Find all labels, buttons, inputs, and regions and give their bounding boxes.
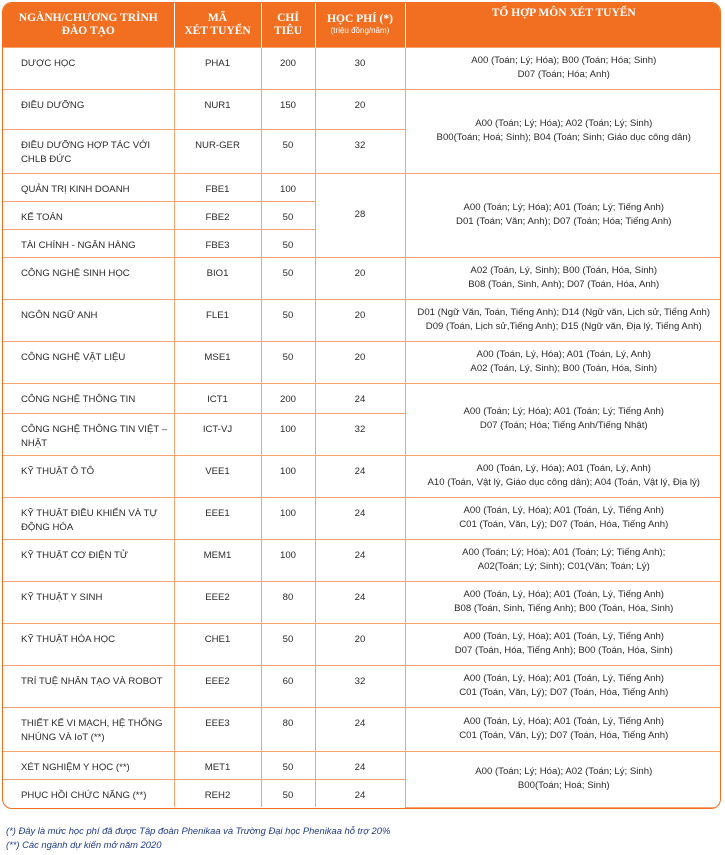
header-program: NGÀNH/CHƯƠNG TRÌNH ĐÀO TẠO bbox=[3, 3, 174, 47]
program-code: PHA1 bbox=[174, 47, 261, 89]
admissions-table bbox=[3, 3, 721, 808]
program-quota: 150 bbox=[261, 89, 315, 129]
header-fee: HỌC PHÍ (*) (triệu đồng/năm) bbox=[315, 3, 405, 47]
program-name: KỸ THUẬT HÓA HỌC bbox=[3, 623, 174, 665]
program-quota: 50 bbox=[261, 257, 315, 299]
subject-combos: A00 (Toán, Lý, Hóa); A01 (Toán, Lý, Tiếng Anh) D07 (Toán, Hóa, Tiếng Anh); B00 (Toán, Hóa, Sinh) bbox=[405, 623, 721, 665]
program-fee: 32 bbox=[315, 665, 405, 707]
subject-combos: A00 (Toán; Lý; Hóa); B00 (Toán; Hóa; Sinh) D07 (Toán; Hóa; Anh) bbox=[405, 47, 721, 89]
program-quota: 50 bbox=[261, 299, 315, 341]
table-row bbox=[3, 341, 721, 383]
program-quota: 200 bbox=[261, 47, 315, 89]
table-row bbox=[3, 173, 721, 201]
table-row bbox=[3, 665, 721, 707]
program-code: BIO1 bbox=[174, 257, 261, 299]
program-code: FBE2 bbox=[174, 201, 261, 229]
table-row bbox=[3, 89, 721, 129]
program-name: NGÔN NGỮ ANH bbox=[3, 299, 174, 341]
subject-combos: A00 (Toán, Lý, Hóa); A01 (Toán, Lý, Anh) A10 (Toán, Vật lý, Giáo dục công dân); A04 (Toán, Vật lý, Địa lý) bbox=[405, 455, 721, 497]
subject-combos: A02 (Toán, Lý, Sinh); B00 (Toán, Hóa, Sinh) B08 (Toán, Sinh, Anh); D07 (Toán, Hóa, Anh) bbox=[405, 257, 721, 299]
program-fee: 24 bbox=[315, 779, 405, 807]
program-quota: 100 bbox=[261, 413, 315, 455]
table-row bbox=[3, 707, 721, 751]
program-name: KỸ THUẬT Y SINH bbox=[3, 581, 174, 623]
program-fee: 32 bbox=[315, 413, 405, 455]
table-row bbox=[3, 47, 721, 89]
program-quota: 50 bbox=[261, 201, 315, 229]
program-code: REH2 bbox=[174, 779, 261, 807]
program-fee: 24 bbox=[315, 707, 405, 751]
program-name: KẾ TOÁN bbox=[3, 201, 174, 229]
table-row bbox=[3, 623, 721, 665]
program-name: CÔNG NGHỆ VẬT LIỆU bbox=[3, 341, 174, 383]
program-quota: 80 bbox=[261, 707, 315, 751]
subject-combos: A00 (Toán, Lý, Hóa); A01 (Toán, Lý, Tiếng Anh) C01 (Toán, Văn, Lý); D07 (Toán, Hóa, Tiếng Anh) bbox=[405, 497, 721, 539]
program-fee: 20 bbox=[315, 257, 405, 299]
program-code: NUR1 bbox=[174, 89, 261, 129]
program-quota: 50 bbox=[261, 623, 315, 665]
table-row bbox=[3, 257, 721, 299]
table-row bbox=[3, 497, 721, 539]
program-quota: 50 bbox=[261, 751, 315, 779]
program-fee: 20 bbox=[315, 623, 405, 665]
program-quota: 60 bbox=[261, 665, 315, 707]
program-code: EEE3 bbox=[174, 707, 261, 751]
program-code: EEE1 bbox=[174, 497, 261, 539]
program-fee: 20 bbox=[315, 89, 405, 129]
program-quota: 50 bbox=[261, 229, 315, 257]
program-code: MEM1 bbox=[174, 539, 261, 581]
program-name: ĐIỀU DƯỠNG bbox=[3, 89, 174, 129]
program-quota: 100 bbox=[261, 455, 315, 497]
table-row bbox=[3, 539, 721, 581]
program-quota: 50 bbox=[261, 779, 315, 807]
program-code: FLE1 bbox=[174, 299, 261, 341]
program-code: ICT1 bbox=[174, 383, 261, 413]
program-quota: 80 bbox=[261, 581, 315, 623]
program-name: CÔNG NGHỆ SINH HỌC bbox=[3, 257, 174, 299]
program-name: TÀI CHÍNH - NGÂN HÀNG bbox=[3, 229, 174, 257]
table-row bbox=[3, 751, 721, 779]
program-fee: 24 bbox=[315, 497, 405, 539]
program-quota: 200 bbox=[261, 383, 315, 413]
program-code: VEE1 bbox=[174, 455, 261, 497]
program-fee: 24 bbox=[315, 539, 405, 581]
subject-combos: A00 (Toán; Lý; Hóa); A01 (Toán; Lý; Tiếng Anh) D01 (Toán; Văn; Anh); D07 (Toán; Hóa; Tiếng Anh) bbox=[405, 173, 721, 257]
subject-combos: D01 (Ngữ Văn, Toán, Tiếng Anh); D14 (Ngữ văn, Lịch sử, Tiếng Anh) D09 (Toán, Lịch sử,Tiếng Anh); D15 (Ngữ văn, Địa lý, Tiếng Anh) bbox=[405, 299, 721, 341]
program-fee: 24 bbox=[315, 383, 405, 413]
program-code: ICT-VJ bbox=[174, 413, 261, 455]
footnote-fee-support: (*) Đây là mức học phí đã được Tập đoàn Phenikaa và Trường Đại học Phenikaa hỗ trợ 20% bbox=[6, 825, 391, 836]
subject-combos: A00 (Toán; Lý; Hóa); A01 (Toán; Lý; Tiếng Anh); A02(Toán; Lý; Sinh); C01(Văn; Toán; Lý) bbox=[405, 539, 721, 581]
program-fee: 32 bbox=[315, 129, 405, 173]
program-code: MSE1 bbox=[174, 341, 261, 383]
program-name: TRÍ TUỆ NHÂN TẠO VÀ ROBOT bbox=[3, 665, 174, 707]
program-code: EEE2 bbox=[174, 665, 261, 707]
subject-combos: A00 (Toán, Lý, Hóa); A01 (Toán, Lý, Tiếng Anh) C01 (Toán, Văn, Lý); D07 (Toán, Hóa, Tiếng Anh) bbox=[405, 707, 721, 751]
header-quota: CHỈ TIÊU bbox=[261, 3, 315, 47]
program-name: CÔNG NGHỆ THÔNG TIN bbox=[3, 383, 174, 413]
header-combos: TỔ HỢP MÔN XÉT TUYỂN bbox=[405, 3, 721, 47]
program-name: DƯỢC HỌC bbox=[3, 47, 174, 89]
footnotes bbox=[6, 824, 390, 852]
program-name: KỸ THUẬT Ô TÔ bbox=[3, 455, 174, 497]
program-quota: 50 bbox=[261, 129, 315, 173]
program-quota: 100 bbox=[261, 497, 315, 539]
subject-combos: A00 (Toán, Lý, Hóa); A01 (Toán, Lý, Tiếng Anh) B08 (Toán, Sinh, Tiếng Anh); B00 (Toán, Hóa, Sinh) bbox=[405, 581, 721, 623]
subject-combos: A00 (Toán; Lý; Hóa); A01 (Toán; Lý; Tiếng Anh) D07 (Toán; Hóa; Tiếng Anh/Tiếng Nhật) bbox=[405, 383, 721, 455]
admissions-table-frame bbox=[2, 2, 721, 809]
program-quota: 100 bbox=[261, 539, 315, 581]
program-fee: 30 bbox=[315, 47, 405, 89]
footnote-new-programs: (**) Các ngành dự kiến mở năm 2020 bbox=[6, 839, 162, 850]
table-row bbox=[3, 383, 721, 413]
program-name: QUẢN TRỊ KINH DOANH bbox=[3, 173, 174, 201]
program-fee: 20 bbox=[315, 299, 405, 341]
program-quota: 50 bbox=[261, 341, 315, 383]
program-fee: 24 bbox=[315, 581, 405, 623]
program-name: KỸ THUẬT CƠ ĐIỆN TỬ bbox=[3, 539, 174, 581]
program-code: FBE3 bbox=[174, 229, 261, 257]
program-quota: 100 bbox=[261, 173, 315, 201]
program-name: KỸ THUẬT ĐIỀU KHIỂN VÀ TỰ ĐỘNG HÓA bbox=[3, 497, 174, 539]
table-row bbox=[3, 299, 721, 341]
program-name: THIẾT KẾ VI MẠCH, HỆ THỐNG NHÚNG VÀ IoT (**) bbox=[3, 707, 174, 751]
program-name: CÔNG NGHỆ THÔNG TIN VIỆT – NHẬT bbox=[3, 413, 174, 455]
program-code: MET1 bbox=[174, 751, 261, 779]
program-fee: 24 bbox=[315, 751, 405, 779]
program-name: ĐIỀU DƯỠNG HỢP TÁC VỚI CHLB ĐỨC bbox=[3, 129, 174, 173]
program-fee: 20 bbox=[315, 341, 405, 383]
subject-combos: A00 (Toán, Lý, Hóa); A01 (Toán, Lý, Tiếng Anh) C01 (Toán, Văn, Lý); D07 (Toán, Hóa, Tiếng Anh) bbox=[405, 665, 721, 707]
table-row bbox=[3, 455, 721, 497]
program-name: PHỤC HỒI CHỨC NĂNG (**) bbox=[3, 779, 174, 807]
table-row bbox=[3, 581, 721, 623]
table-header-row bbox=[3, 3, 721, 47]
subject-combos: A00 (Toán; Lý; Hóa); A02 (Toán; Lý; Sinh) B00(Toán; Hoá; Sinh) bbox=[405, 751, 721, 807]
program-code: EEE2 bbox=[174, 581, 261, 623]
program-fee: 24 bbox=[315, 455, 405, 497]
program-code: FBE1 bbox=[174, 173, 261, 201]
program-name: XÉT NGHIỆM Y HỌC (**) bbox=[3, 751, 174, 779]
program-code: CHE1 bbox=[174, 623, 261, 665]
program-code: NUR-GER bbox=[174, 129, 261, 173]
header-code: MÃ XÉT TUYỂN bbox=[174, 3, 261, 47]
subject-combos: A00 (Toán, Lý, Hóa); A01 (Toán, Lý, Anh) A02 (Toán, Lý, Sinh); B00 (Toán, Hóa, Sinh) bbox=[405, 341, 721, 383]
subject-combos: A00 (Toán; Lý; Hóa); A02 (Toán; Lý; Sinh) B00(Toán; Hoá; Sinh); B04 (Toán; Sinh; Giáo dục công dân) bbox=[405, 89, 721, 173]
program-fee: 28 bbox=[315, 173, 405, 257]
